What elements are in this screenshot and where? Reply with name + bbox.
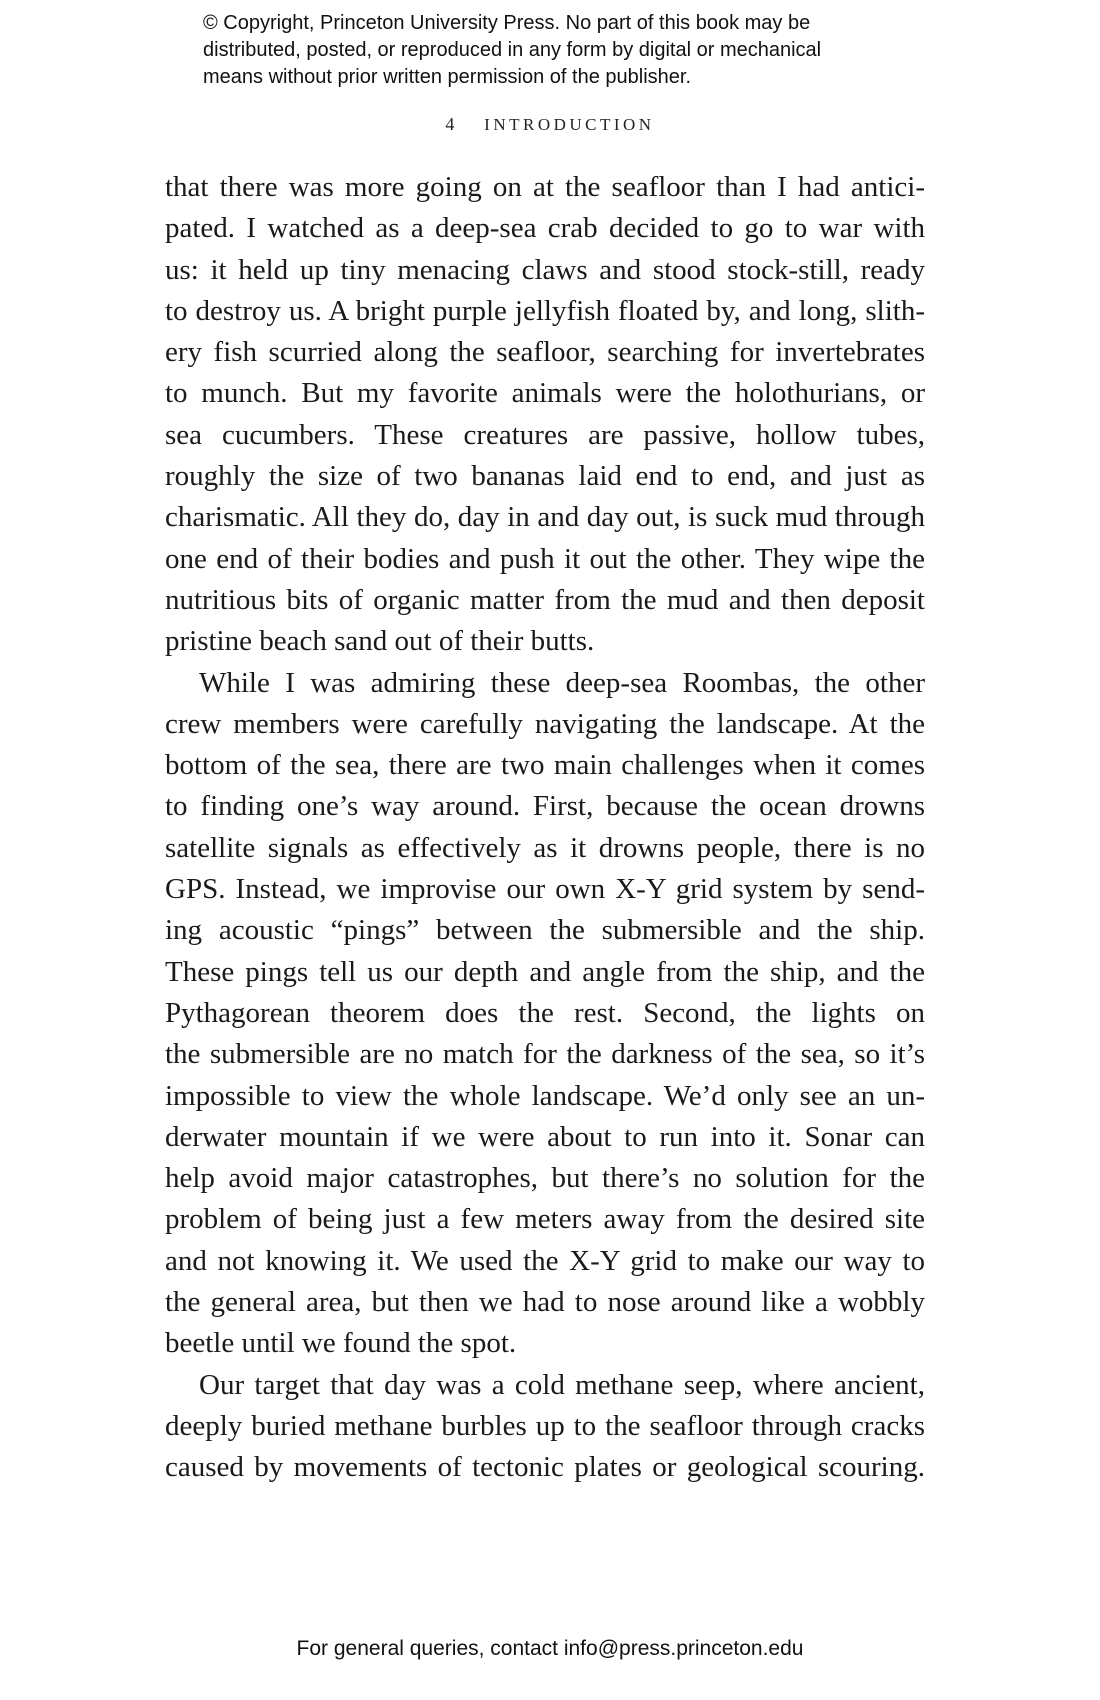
- text-line: GPS. Instead, we improvise our own X-Y grid system by send-: [165, 873, 925, 906]
- footer-contact: For general queries, contact info@press.princeton.edu: [296, 1637, 804, 1660]
- text-line: charismatic. All they do, day in and day out, is suck mud through: [165, 501, 925, 534]
- text-line: derwater mountain if we were about to run into it. Sonar can: [165, 1120, 925, 1153]
- text-line: ery fish scurried along the seafloor, searching for invertebrates: [165, 336, 925, 369]
- text-line: and not knowing it. We used the X-Y grid to make our way to: [165, 1244, 925, 1277]
- text-line: problem of being just a few meters away from the desired site: [165, 1203, 925, 1236]
- text-line: caused by movements of tectonic plates or geological scouring.: [165, 1451, 925, 1484]
- text-line: the submersible are no match for the darkness of the sea, so it’s: [165, 1038, 925, 1071]
- text-line: crew members were carefully navigating the landscape. At the: [165, 707, 925, 740]
- text-line: Pythagorean theorem does the rest. Second, the lights on: [165, 996, 925, 1029]
- text-line: to finding one’s way around. First, because the ocean drowns: [165, 790, 925, 823]
- copyright-line: distributed, posted, or reproduced in any form by digital or mechanical: [203, 39, 822, 61]
- page-number: 4: [445, 114, 455, 134]
- text-line: help avoid major catastrophes, but there’s no solution for the: [165, 1162, 925, 1195]
- copyright-line: © Copyright, Princeton University Press. No part of this book may be: [203, 12, 811, 34]
- text-line: to munch. But my favorite animals were the holothurians, or: [165, 377, 925, 410]
- copyright-notice: [203, 10, 923, 91]
- paragraph-start-line: While I was admiring these deep-sea Roombas, the other: [199, 666, 925, 699]
- text-line: impossible to view the whole landscape. We’d only see an un-: [165, 1079, 925, 1112]
- text-line: These pings tell us our depth and angle from the ship, and the: [165, 955, 925, 988]
- text-line: us: it held up tiny menacing claws and stood stock-still, ready: [165, 253, 925, 286]
- running-head: [0, 114, 1100, 135]
- text-line: ing acoustic “pings” between the submersible and the ship.: [165, 914, 925, 947]
- copyright-line: means without prior written permission of the publisher.: [203, 66, 692, 88]
- text-line: to destroy us. A bright purple jellyfish floated by, and long, slith-: [165, 294, 925, 327]
- text-line: sea cucumbers. These creatures are passive, hollow tubes,: [165, 418, 925, 451]
- section-title: INTRODUCTION: [484, 115, 655, 134]
- paragraph-end-line: pristine beach sand out of their butts.: [165, 625, 595, 658]
- text-line: satellite signals as effectively as it drowns people, there is no: [165, 831, 925, 864]
- text-line: deeply buried methane burbles up to the seafloor through cracks: [165, 1409, 925, 1442]
- text-line: the general area, but then we had to nose around like a wobbly: [165, 1286, 925, 1319]
- paragraph-end-line: beetle until we found the spot.: [165, 1327, 517, 1360]
- text-line: bottom of the sea, there are two main challenges when it comes: [165, 749, 925, 782]
- body-text: [165, 167, 925, 1489]
- text-line: one end of their bodies and push it out the other. They wipe the: [165, 542, 925, 575]
- paragraph-start-line: Our target that day was a cold methane seep, where ancient,: [199, 1368, 925, 1401]
- text-line: roughly the size of two bananas laid end to end, and just as: [165, 460, 925, 493]
- text-line: that there was more going on at the seafloor than I had antici-: [165, 171, 925, 203]
- text-line: nutritious bits of organic matter from the mud and then deposit: [165, 583, 925, 616]
- text-line: pated. I watched as a deep-sea crab decided to go to war with: [165, 212, 925, 245]
